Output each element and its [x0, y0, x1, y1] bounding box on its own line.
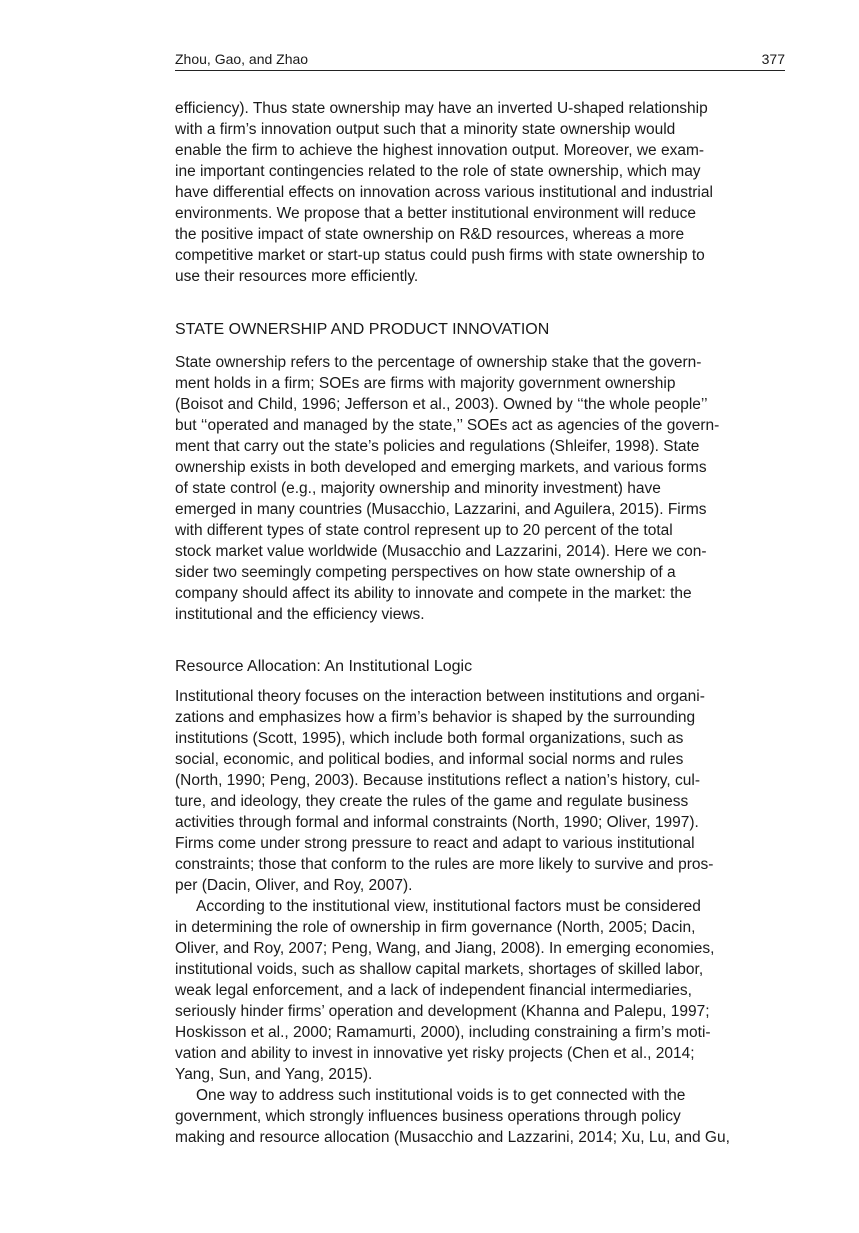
text-line: ine important contingencies related to the role of state ownership, which may — [175, 163, 701, 180]
text-line: ownership exists in both developed and emerging markets, and various forms — [175, 459, 707, 476]
text-line: have differential effects on innovation across various institutional and industrial — [175, 184, 713, 201]
text-line: government, which strongly influences business operations through policy — [175, 1108, 681, 1125]
text-line: institutional and the efficiency views. — [175, 606, 425, 623]
page-number: 377 — [761, 51, 785, 67]
subsection-heading: Resource Allocation: An Institutional Logic — [175, 658, 473, 675]
running-head-authors: Zhou, Gao, and Zhao — [175, 51, 309, 67]
text-line: the positive impact of state ownership on R&D resources, whereas a more — [175, 226, 685, 243]
section-heading: STATE OWNERSHIP AND PRODUCT INNOVATION — [175, 321, 550, 338]
text-line: sider two seemingly competing perspectives on how state ownership of a — [175, 564, 676, 581]
text-line: Institutional theory focuses on the interaction between institutions and organi- — [175, 688, 705, 705]
text-line: of state control (e.g., majority ownership and minority investment) have — [175, 480, 661, 497]
text-line: Yang, Sun, and Yang, 2015). — [175, 1066, 373, 1083]
text-line: stock market value worldwide (Musacchio and Lazzarini, 2014). Here we con- — [175, 543, 707, 560]
text-line: activities through formal and informal constraints (North, 1990; Oliver, 1997). — [175, 814, 699, 831]
text-line: ment holds in a firm; SOEs are firms with majority government ownership — [175, 375, 676, 392]
text-line: company should affect its ability to innovate and compete in the market: the — [175, 585, 692, 602]
text-line: (Boisot and Child, 1996; Jefferson et al., 2003). Owned by ‘‘the whole people’’ — [175, 396, 708, 413]
text-line: but ‘‘operated and managed by the state,’’ SOEs act as agencies of the govern- — [175, 417, 720, 434]
text-line: with a firm’s innovation output such that a minority state ownership would — [175, 121, 676, 138]
text-line: social, economic, and political bodies, and informal social norms and rules — [175, 751, 684, 768]
text-line: efficiency). Thus state ownership may have an inverted U-shaped relationship — [175, 100, 708, 117]
text-line: with different types of state control represent up to 20 percent of the total — [175, 522, 673, 539]
text-line: institutional voids, such as shallow capital markets, shortages of skilled labor, — [175, 961, 704, 978]
text-line: weak legal enforcement, and a lack of independent financial intermediaries, — [175, 982, 692, 999]
text-line: ment that carry out the state’s policies and regulations (Shleifer, 1998). State — [175, 438, 700, 455]
text-line: use their resources more efficiently. — [175, 268, 419, 285]
text-line: making and resource allocation (Musacchio and Lazzarini, 2014; Xu, Lu, and Gu, — [175, 1129, 730, 1146]
text-line: zations and emphasizes how a firm’s behavior is shaped by the surrounding — [175, 709, 696, 726]
text-line: environments. We propose that a better institutional environment will reduce — [175, 205, 696, 222]
text-line: in determining the role of ownership in firm governance (North, 2005; Dacin, — [175, 919, 696, 936]
text-line: Firms come under strong pressure to react and adapt to various institutional — [175, 835, 695, 852]
text-line: per (Dacin, Oliver, and Roy, 2007). — [175, 877, 413, 894]
text-line: State ownership refers to the percentage of ownership stake that the govern- — [175, 354, 702, 371]
text-line: (North, 1990; Peng, 2003). Because institutions reflect a nation’s history, cul- — [175, 772, 700, 789]
text-line: According to the institutional view, institutional factors must be considered — [196, 898, 701, 915]
text-line: Oliver, and Roy, 2007; Peng, Wang, and Jiang, 2008). In emerging economies, — [175, 940, 715, 957]
running-header — [175, 50, 785, 71]
text-line: enable the firm to achieve the highest innovation output. Moreover, we exam- — [175, 142, 705, 159]
text-line: competitive market or start-up status could push firms with state ownership to — [175, 247, 705, 264]
text-line: One way to address such institutional voids is to get connected with the — [196, 1087, 686, 1104]
text-line: vation and ability to invest in innovative yet risky projects (Chen et al., 2014; — [175, 1045, 695, 1062]
text-line: institutions (Scott, 1995), which include both formal organizations, such as — [175, 730, 684, 747]
text-line: emerged in many countries (Musacchio, Lazzarini, and Aguilera, 2015). Firms — [175, 501, 707, 518]
text-line: constraints; those that conform to the rules are more likely to survive and pros- — [175, 856, 714, 873]
text-line: seriously hinder firms’ operation and development (Khanna and Palepu, 1997; — [175, 1003, 710, 1020]
text-line: Hoskisson et al., 2000; Ramamurti, 2000), including constraining a firm’s moti- — [175, 1024, 711, 1041]
text-line: ture, and ideology, they create the rules of the game and regulate business — [175, 793, 689, 810]
